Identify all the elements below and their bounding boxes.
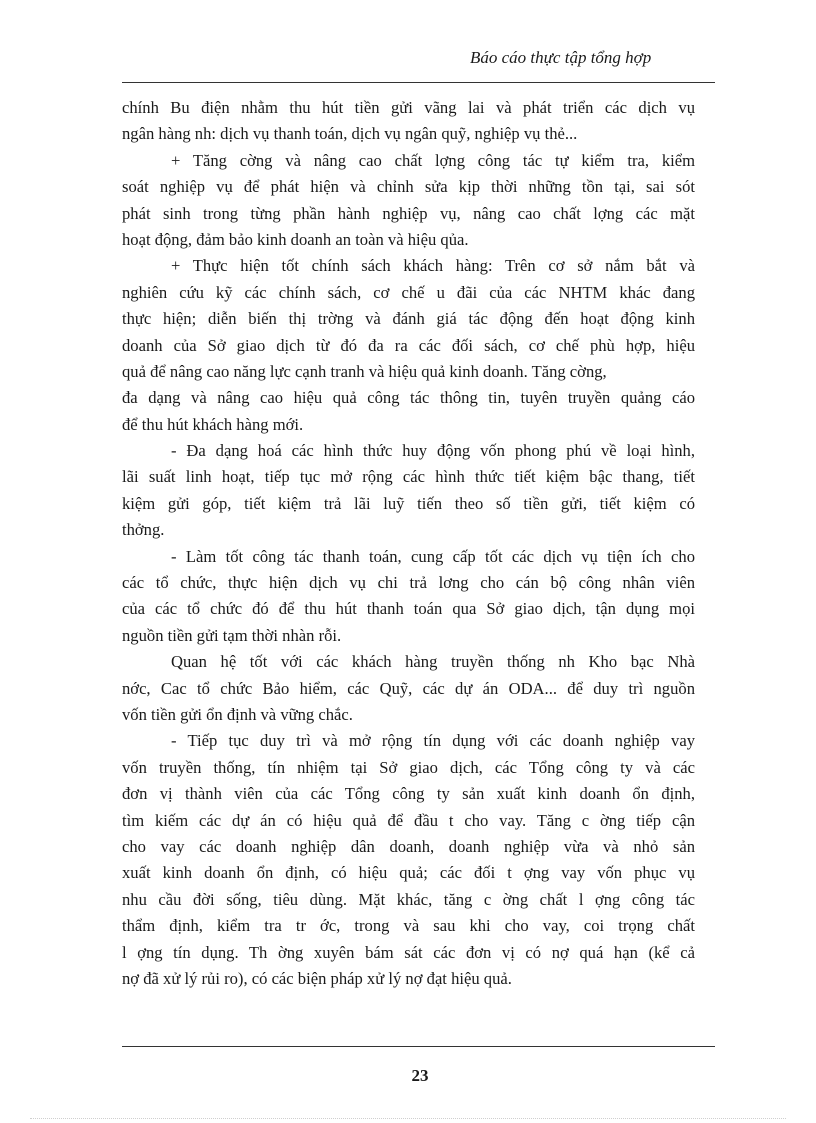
text-line: + Tăng cờng và nâng cao chất lợng công tác tự kiểm tra, kiểm <box>171 150 695 170</box>
text-line: xuất kinh doanh ổn định, có hiệu quả; các đối t ợng vay vốn phục vụ <box>122 863 695 883</box>
text-line: cho vay các doanh nghiệp dân doanh, doanh nghiệp vừa và nhỏ sản <box>122 836 695 856</box>
text-line: kiệm gửi góp, tiết kiệm trả lãi luỹ tiến theo số tiền gửi, tiết kiệm có <box>122 493 695 513</box>
text-line: đa dạng và nâng cao hiệu quả công tác thông tin, tuyên truyền quảng cáo <box>122 388 695 408</box>
text-line: l ợng tín dụng. Th ờng xuyên bám sát các đơn vị có nợ quá hạn (kể cả <box>122 942 695 962</box>
text-line: của các tổ chức đó để thu hút thanh toán qua Sở giao dịch, tận dụng mọi <box>122 599 695 619</box>
text-line: thẩm định, kiểm tra tr ớc, trong và sau khi cho vay, coi trọng chất <box>122 916 695 936</box>
text-line: - Làm tốt công tác thanh toán, cung cấp tốt các dịch vụ tiện ích cho <box>171 546 695 566</box>
text-line: thởng. <box>122 520 165 540</box>
text-line: + Thực hiện tốt chính sách khách hàng: Trên cơ sở nắm bắt và <box>171 256 695 276</box>
text-line: nhu cầu đời sống, tiêu dùng. Mặt khác, tăng c ờng chất l ợng công tác <box>122 889 695 909</box>
text-line: - Đa dạng hoá các hình thức huy động vốn phong phú về loại hình, <box>171 441 695 461</box>
text-line: vốn truyền thống, tín nhiệm tại Sở giao dịch, các Tổng công ty và các <box>122 757 695 777</box>
text-line: soát nghiệp vụ để phát hiện và chỉnh sửa kịp thời những tồn tại, sai sót <box>122 177 695 197</box>
text-line: nợ đã xử lý rủi ro), có các biện pháp xử lý nợ đạt hiệu quả. <box>122 968 512 988</box>
text-line: quả để nâng cao năng lực cạnh tranh và hiệu quả kinh doanh. Tăng cờng, <box>122 361 607 381</box>
text-line: lãi suất linh hoạt, tiếp tục mở rộng các hình thức tiết kiệm bậc thang, tiết <box>122 467 695 487</box>
text-line: đơn vị thành viên của các Tổng công ty sản xuất kinh doanh ổn định, <box>122 784 695 804</box>
page-edge-divider <box>30 1118 786 1119</box>
text-line: tìm kiếm các dự án có hiệu quả để đầu t cho vay. Tăng c ờng tiếp cận <box>122 810 695 830</box>
text-line: các tổ chức, thực hiện dịch vụ chi trả lơng cho cán bộ công nhân viên <box>122 573 695 593</box>
body-text <box>122 95 695 992</box>
text-line: để thu hút khách hàng mới. <box>122 414 304 434</box>
text-line: vốn tiền gửi ổn định và vững chắc. <box>122 704 353 724</box>
text-line: nguồn tiền gửi tạm thời nhàn rỗi. <box>122 625 342 645</box>
header-rule <box>122 82 715 83</box>
text-line: nớc, Cac tổ chức Bảo hiểm, các Quỹ, các dự án ODA... để duy trì nguồn <box>122 678 695 698</box>
text-line: doanh của Sở giao dịch từ đó đa ra các đối sách, cơ chế phù hợp, hiệu <box>122 335 695 355</box>
text-line: phát sinh trong từng phần hành nghiệp vụ, nâng cao chất lợng các mặt <box>122 203 695 223</box>
running-header: Báo cáo thực tập tổng hợp <box>470 48 652 67</box>
text-line: hoạt động, đảm bảo kinh doanh an toàn và hiệu qủa. <box>122 229 469 249</box>
text-line: ngân hàng nh: dịch vụ thanh toán, dịch vụ ngân quỹ, nghiệp vụ thẻ... <box>122 124 578 144</box>
text-line: thực hiện; diễn biến thị trờng và đánh giá tác động đến hoạt động kinh <box>122 309 695 329</box>
page-number: 23 <box>411 1066 429 1085</box>
text-line: nghiên cứu kỹ các chính sách, cơ chế u đãi của các NHTM khác đang <box>122 282 695 302</box>
text-line: chính Bu điện nhằm thu hút tiền gửi vãng lai và phát triển các dịch vụ <box>122 98 695 117</box>
text-line: Quan hệ tốt với các khách hàng truyền thống nh Kho bạc Nhà <box>171 652 695 672</box>
text-line: - Tiếp tục duy trì và mở rộng tín dụng với các doanh nghiệp vay <box>171 731 695 751</box>
footer-rule <box>122 1046 715 1047</box>
